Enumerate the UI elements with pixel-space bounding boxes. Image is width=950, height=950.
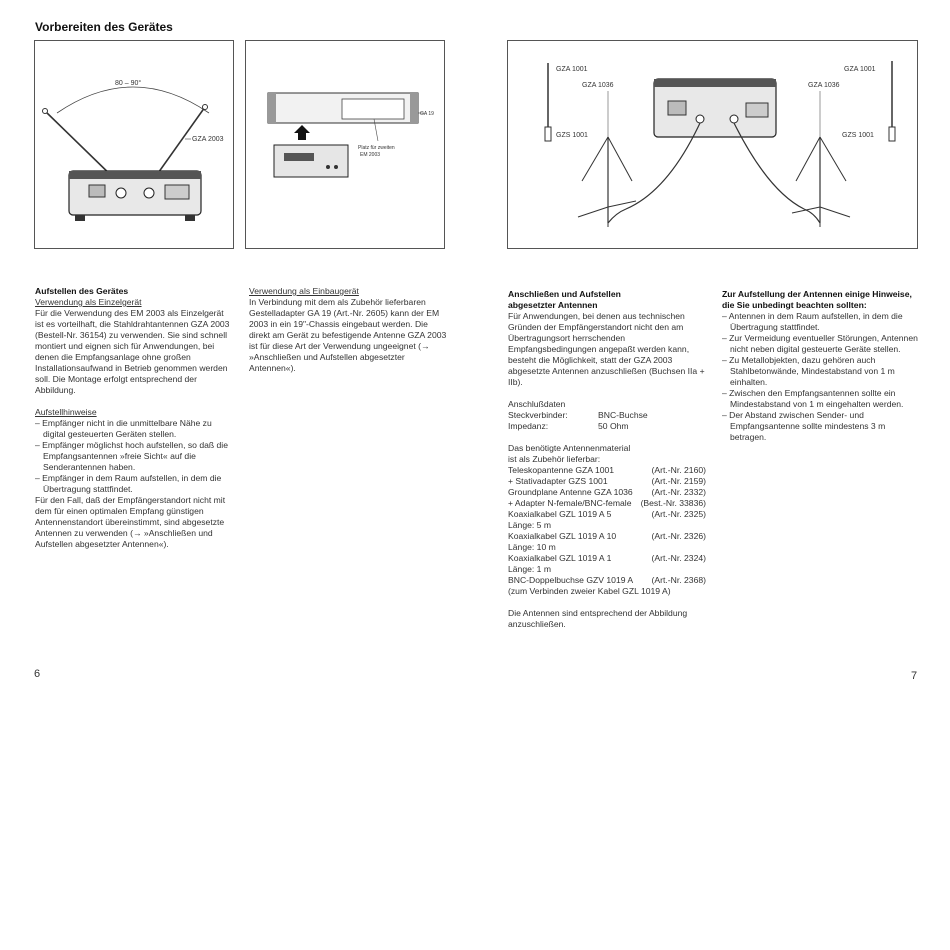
accessories-heading-2: ist als Zubehör lieferbar: bbox=[508, 454, 601, 464]
accessory-row bbox=[508, 498, 706, 509]
accessory-name: Groundplane Antenne GZA 1036 bbox=[508, 487, 633, 497]
column-4 bbox=[722, 289, 918, 443]
accessory-row bbox=[508, 586, 706, 597]
column-1 bbox=[35, 286, 232, 550]
antenna-label: GZA 2003 bbox=[192, 136, 224, 143]
accessory-row bbox=[508, 476, 706, 487]
subheading-standalone: Verwendung als Einzelgerät bbox=[35, 297, 142, 307]
closing-paragraph: Für den Fall, daß der Empfängerstandort nicht mit dem für einen optimalen Empfang günstigen Antennenstandort übereinstimmt, sind abgesetzte Antennen zu verwenden (→ »Anschließen und Aufstellen abgesetzter Antennen«). bbox=[35, 495, 226, 549]
antenna-hints-list bbox=[722, 311, 918, 443]
slot-caption-2: EM 2003 bbox=[360, 152, 381, 158]
accessory-name: Koaxialkabel GZL 1019 A 10 bbox=[508, 531, 617, 541]
column-2 bbox=[249, 286, 447, 374]
figure-remote-antennas bbox=[507, 40, 918, 249]
column-3 bbox=[508, 289, 706, 630]
data-row: Steckverbinder: BNC-Buchse bbox=[508, 410, 648, 420]
remote-paragraph: Für Anwendungen, bei denen aus technischen Gründen der Empfängerstandort nicht den am Übertragungsort herrschenden Empfangsbedingungen angepaßt werden kann, besteht die Möglichkeit, statt der GZA 2003 abgesetzte Antennen anzuschließen (Buchsen IIa + IIb). bbox=[508, 311, 705, 387]
page-number-right: 7 bbox=[911, 670, 918, 682]
right-stand-label: GZS 1001 bbox=[842, 132, 874, 139]
accessory-row bbox=[508, 509, 706, 520]
heading-setup: Aufstellen des Gerätes bbox=[35, 286, 129, 296]
accessory-row bbox=[508, 487, 706, 498]
list-item: – Empfänger nicht in die unmittelbare Nähe zu digital gesteuerten Geräten stellen. bbox=[35, 418, 232, 440]
accessory-number: (Art.-Nr. 2368) bbox=[651, 575, 706, 585]
standalone-paragraph: Für die Verwendung des EM 2003 als Einzelgerät ist es vorteilhaft, die Stahldrahtantennen GZA 2003 (Bestell-Nr. 36154) zu verwenden. Sie sind schnell montiert und eignen sich für Anwendungen, bei denen die Empfangsanlage ohne großen Installationsaufwand in Betrieb genommen werden soll. Die Montage erfolgt entsprechend der Abbildung. bbox=[35, 308, 230, 395]
setup-hints-list bbox=[35, 418, 232, 495]
accessory-name: Länge: 5 m bbox=[508, 520, 551, 530]
accessory-number: (Art.-Nr. 2325) bbox=[651, 509, 706, 519]
figure-single-unit bbox=[34, 40, 234, 249]
accessory-number: (Art.-Nr. 2326) bbox=[651, 531, 706, 541]
page-title: Vorbereiten des Gerätes bbox=[35, 20, 173, 34]
accessory-name: (zum Verbinden zweier Kabel GZL 1019 A) bbox=[508, 586, 671, 596]
accessory-name: + Adapter N-female/BNC-female bbox=[508, 498, 632, 508]
accessory-number: (Best.-Nr. 33836) bbox=[640, 498, 706, 508]
list-item: – Antennen in dem Raum aufstellen, in dem die Übertragung stattfindet. bbox=[722, 311, 918, 333]
left-stand-label: GZS 1001 bbox=[556, 132, 588, 139]
subheading-rack: Verwendung als Einbaugerät bbox=[249, 286, 359, 296]
right-tele-label: GZA 1001 bbox=[844, 66, 876, 73]
accessory-row bbox=[508, 564, 706, 575]
list-item: – Empfänger in dem Raum aufstellen, in dem die Übertragung stattfindet. bbox=[35, 473, 232, 495]
remote-closing: Die Antennen sind entsprechend der Abbildung anzuschließen. bbox=[508, 608, 688, 629]
accessory-name: Länge: 10 m bbox=[508, 542, 556, 552]
list-item: – Zu Metallobjekten, dazu gehören auch Stahlbetonwände, Mindestabstand von 1 m einhalten. bbox=[722, 355, 918, 388]
accessory-number: (Art.-Nr. 2332) bbox=[651, 487, 706, 497]
slot-caption-1: Platz für zweiten bbox=[358, 145, 395, 151]
list-item: – Empfänger möglichst hoch aufstellen, so daß die Empfangsantennen »freie Sicht« auf die Senderantennen haben. bbox=[35, 440, 232, 473]
figure-rack-mount bbox=[245, 40, 445, 249]
list-item: – Zur Vermeidung eventueller Störungen, Antennen nicht neben digital gesteuerte Geräte stellen. bbox=[722, 333, 918, 355]
accessory-row bbox=[508, 575, 706, 586]
accessory-name: Koaxialkabel GZL 1019 A 1 bbox=[508, 553, 612, 563]
list-item: – Zwischen den Empfangsantennen sollte ein Mindestabstand von 1 m eingehalten werden. bbox=[722, 388, 918, 410]
adapter-label: GA 19 bbox=[420, 111, 434, 117]
accessory-name: + Stativadapter GZS 1001 bbox=[508, 476, 608, 486]
accessory-name: BNC-Doppelbuchse GZV 1019 A bbox=[508, 575, 634, 585]
heading-remote-2: abgesetzter Antennen bbox=[508, 300, 598, 310]
heading-remote-1: Anschließen und Aufstellen bbox=[508, 289, 621, 299]
accessory-name: Länge: 1 m bbox=[508, 564, 551, 574]
accessory-row bbox=[508, 465, 706, 476]
accessory-number: (Art.-Nr. 2324) bbox=[651, 553, 706, 563]
accessory-row bbox=[508, 520, 706, 531]
accessory-name: Teleskopantenne GZA 1001 bbox=[508, 465, 615, 475]
list-item: – Der Abstand zwischen Sender- und Empfangsantenne sollte mindestens 3 m betragen. bbox=[722, 410, 918, 443]
angle-label: 80 – 90° bbox=[115, 80, 142, 87]
accessories-heading-1: Das benötigte Antennenmaterial bbox=[508, 443, 631, 453]
right-ground-label: GZA 1036 bbox=[808, 82, 840, 89]
connection-data-heading: Anschlußdaten bbox=[508, 399, 566, 409]
data-row: Impedanz: 50 Ohm bbox=[508, 421, 629, 431]
accessory-number: (Art.-Nr. 2159) bbox=[651, 476, 706, 486]
accessory-row bbox=[508, 542, 706, 553]
accessory-row bbox=[508, 553, 706, 564]
accessory-row bbox=[508, 531, 706, 542]
page-number-left: 6 bbox=[34, 668, 41, 680]
rack-paragraph: In Verbindung mit dem als Zubehör lieferbaren Gestelladapter GA 19 (Art.-Nr. 2605) kann der EM 2003 in ein 19"-Chassis eingebaut werden. Die direkt am Gerät zu befestigende Antenne GZA 2003 ist für diese Art der Verwendung ungeeignet (→ »Anschließen und Aufstellen abgesetzter Antennen«). bbox=[249, 297, 447, 373]
accessory-number: (Art.-Nr. 2160) bbox=[651, 465, 706, 475]
subheading-hints: Aufstellhinweise bbox=[35, 407, 97, 417]
left-ground-label: GZA 1036 bbox=[582, 82, 614, 89]
left-tele-label: GZA 1001 bbox=[556, 66, 588, 73]
accessories-list bbox=[508, 465, 706, 597]
accessory-name: Koaxialkabel GZL 1019 A 5 bbox=[508, 509, 612, 519]
heading-antenna-hints: Zur Aufstellung der Antennen einige Hinweise, die Sie unbedingt beachten sollten: bbox=[722, 289, 912, 310]
